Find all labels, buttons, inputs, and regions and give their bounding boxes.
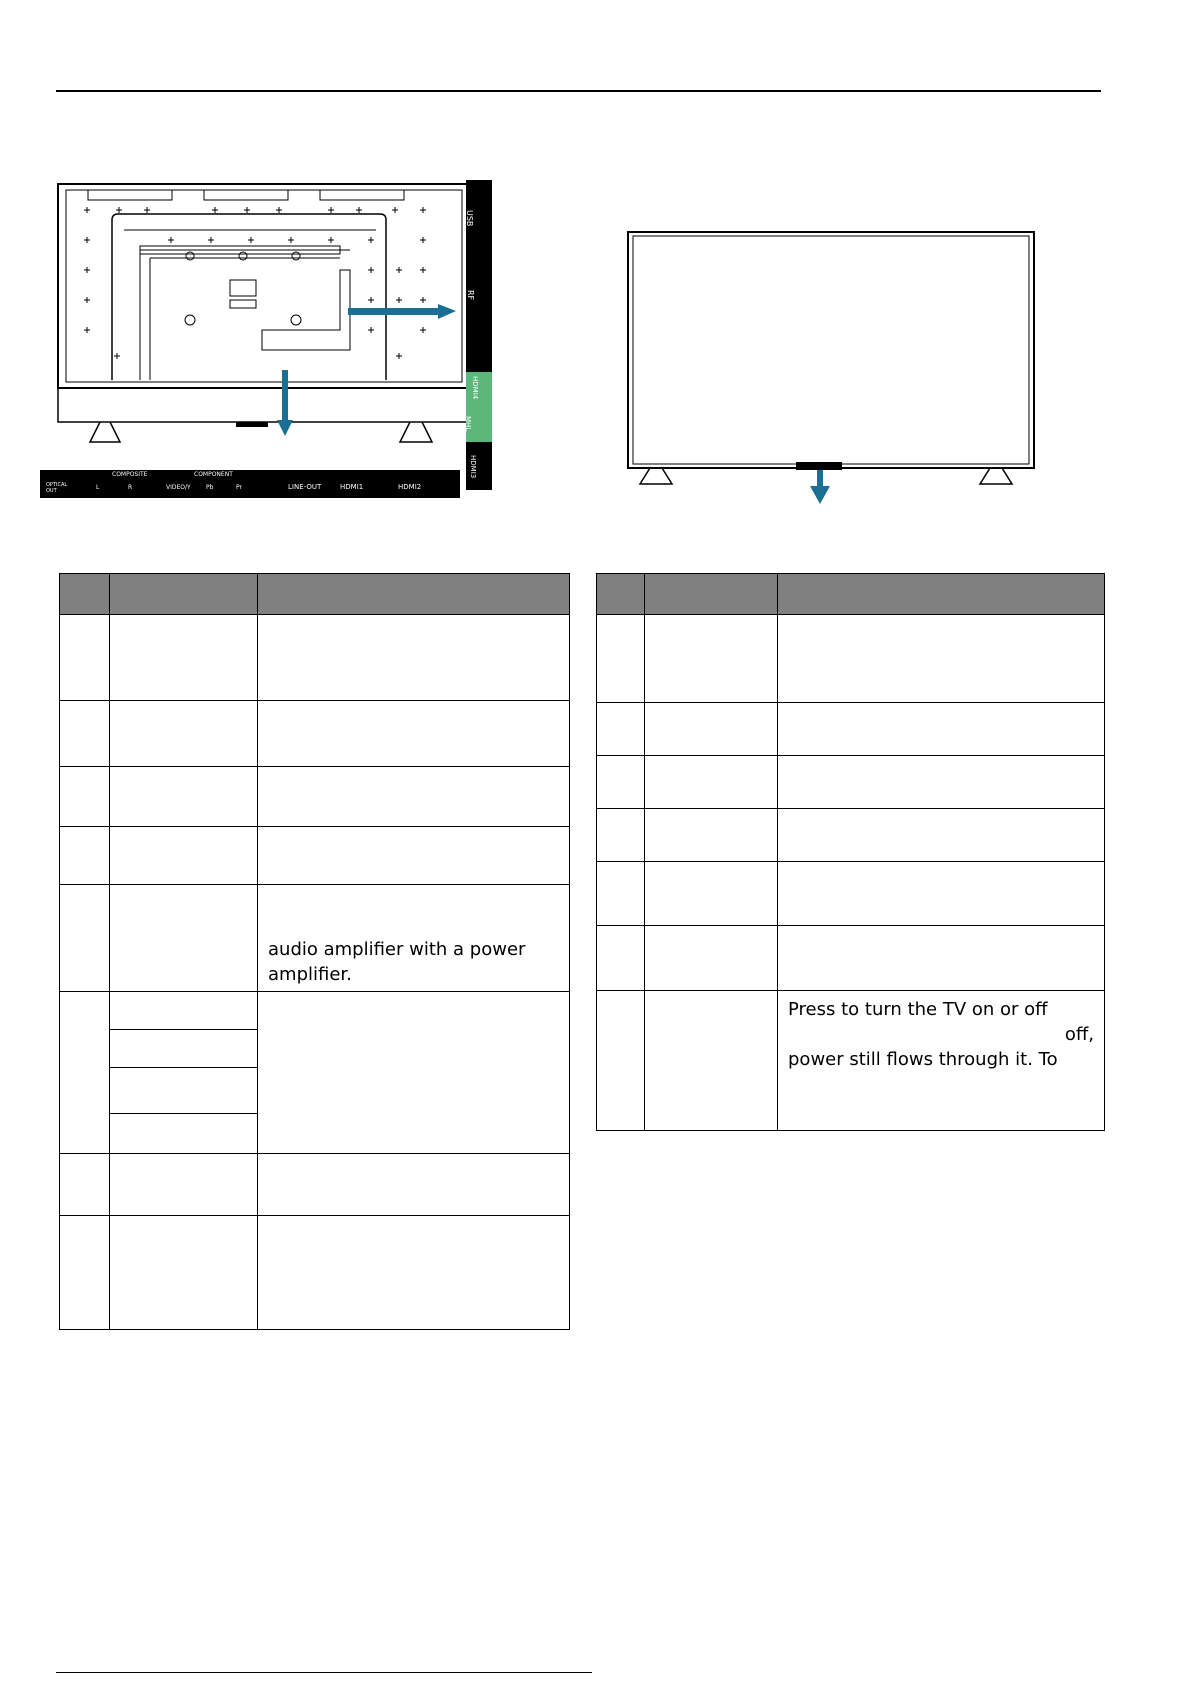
table-cell [597, 926, 645, 991]
table-cell [110, 701, 258, 767]
composite-group-label: COMPOSITE [112, 471, 148, 478]
footer-rule [56, 1672, 592, 1673]
table-header-row [597, 574, 1105, 615]
table-cell [258, 885, 570, 992]
right-connector-table [596, 573, 1105, 1131]
table-row [60, 615, 570, 701]
table-cell [597, 703, 645, 756]
tv-rear-view-diagram [40, 180, 520, 510]
table-cell [778, 703, 1105, 756]
header-cell [258, 574, 570, 615]
header-cell [778, 574, 1105, 615]
table-cell [258, 1154, 570, 1216]
table-cell [258, 992, 570, 1154]
table-cell [645, 926, 778, 991]
header-cell [645, 574, 778, 615]
component-group-label: COMPONENT [194, 471, 233, 478]
top-rule [56, 90, 1101, 92]
table-cell [645, 991, 778, 1131]
table-cell [645, 615, 778, 703]
table-row [597, 615, 1105, 703]
table-cell [110, 1068, 258, 1114]
table-row [597, 703, 1105, 756]
table-cell [645, 756, 778, 809]
table-cell [60, 1154, 110, 1216]
table-cell [778, 756, 1105, 809]
table-cell [778, 926, 1105, 991]
audio-l-label: L [96, 484, 100, 491]
desc-line: power still flows through it. To [788, 1049, 1058, 1070]
table-row [597, 926, 1105, 991]
hdmi3-port-label: HDMI3 [469, 455, 477, 479]
table-cell [60, 701, 110, 767]
hdmi1-label: HDMI1 [340, 483, 364, 491]
desc-line: audio amplifier with a power [268, 939, 526, 960]
tv-front-view-diagram [620, 228, 1040, 508]
table-cell [258, 615, 570, 701]
video-y-label: VIDEO/Y [166, 484, 191, 491]
header-cell [110, 574, 258, 615]
usb-port-label: USB [465, 210, 474, 227]
table-row [597, 756, 1105, 809]
table-cell [258, 767, 570, 827]
table-cell [597, 991, 645, 1131]
table-cell [110, 1030, 258, 1068]
table-cell [778, 809, 1105, 862]
table-cell [60, 992, 110, 1154]
pr-label: Pr [236, 484, 242, 491]
table-cell [645, 703, 778, 756]
optical-out-label: OPTICAL OUT [46, 482, 68, 494]
table-row [60, 1154, 570, 1216]
table-cell [60, 885, 110, 992]
table-cell [597, 809, 645, 862]
table-cell [110, 767, 258, 827]
table-cell [597, 756, 645, 809]
table-cell [110, 1154, 258, 1216]
table-cell [60, 615, 110, 701]
table-cell [645, 862, 778, 926]
desc-line: amplifier. [268, 964, 352, 985]
header-cell [60, 574, 110, 615]
desc-line: Press to turn the TV on or off [788, 999, 1048, 1020]
left-connector-table [59, 573, 570, 1330]
table-row [60, 767, 570, 827]
table-header-row [60, 574, 570, 615]
table-cell [110, 827, 258, 885]
table-cell [778, 615, 1105, 703]
table-cell [258, 1216, 570, 1330]
rf-port-label: RF [466, 290, 475, 301]
hdmi4-port-label: HDMI4 [471, 376, 479, 400]
table-cell [110, 1114, 258, 1154]
table-cell [597, 862, 645, 926]
table-row [60, 885, 570, 992]
line-out-label: LINE-OUT [288, 483, 322, 491]
table-cell [778, 862, 1105, 926]
table-row [60, 701, 570, 767]
table-row [60, 992, 570, 1030]
table-cell [258, 701, 570, 767]
audio-r-label: R [128, 484, 133, 491]
desc-line: off, [1064, 1024, 1094, 1045]
table-cell [645, 809, 778, 862]
table-row [597, 809, 1105, 862]
table-cell [60, 1216, 110, 1330]
hdmi2-label: HDMI2 [398, 483, 422, 491]
header-cell [597, 574, 645, 615]
table-cell [110, 992, 258, 1030]
mhl-port-label: MHL [464, 416, 472, 432]
table-cell [60, 827, 110, 885]
table-row [60, 827, 570, 885]
side-port-strip [464, 180, 493, 490]
table-cell [110, 1216, 258, 1330]
bottom-port-strip [40, 470, 460, 498]
table-cell [110, 885, 258, 992]
table-cell [597, 615, 645, 703]
table-cell [110, 615, 258, 701]
pb-label: Pb [206, 484, 214, 491]
table-row [60, 1216, 570, 1330]
table-cell [778, 991, 1105, 1131]
table-row [597, 991, 1105, 1131]
table-cell [258, 827, 570, 885]
table-row [597, 862, 1105, 926]
table-cell [60, 767, 110, 827]
